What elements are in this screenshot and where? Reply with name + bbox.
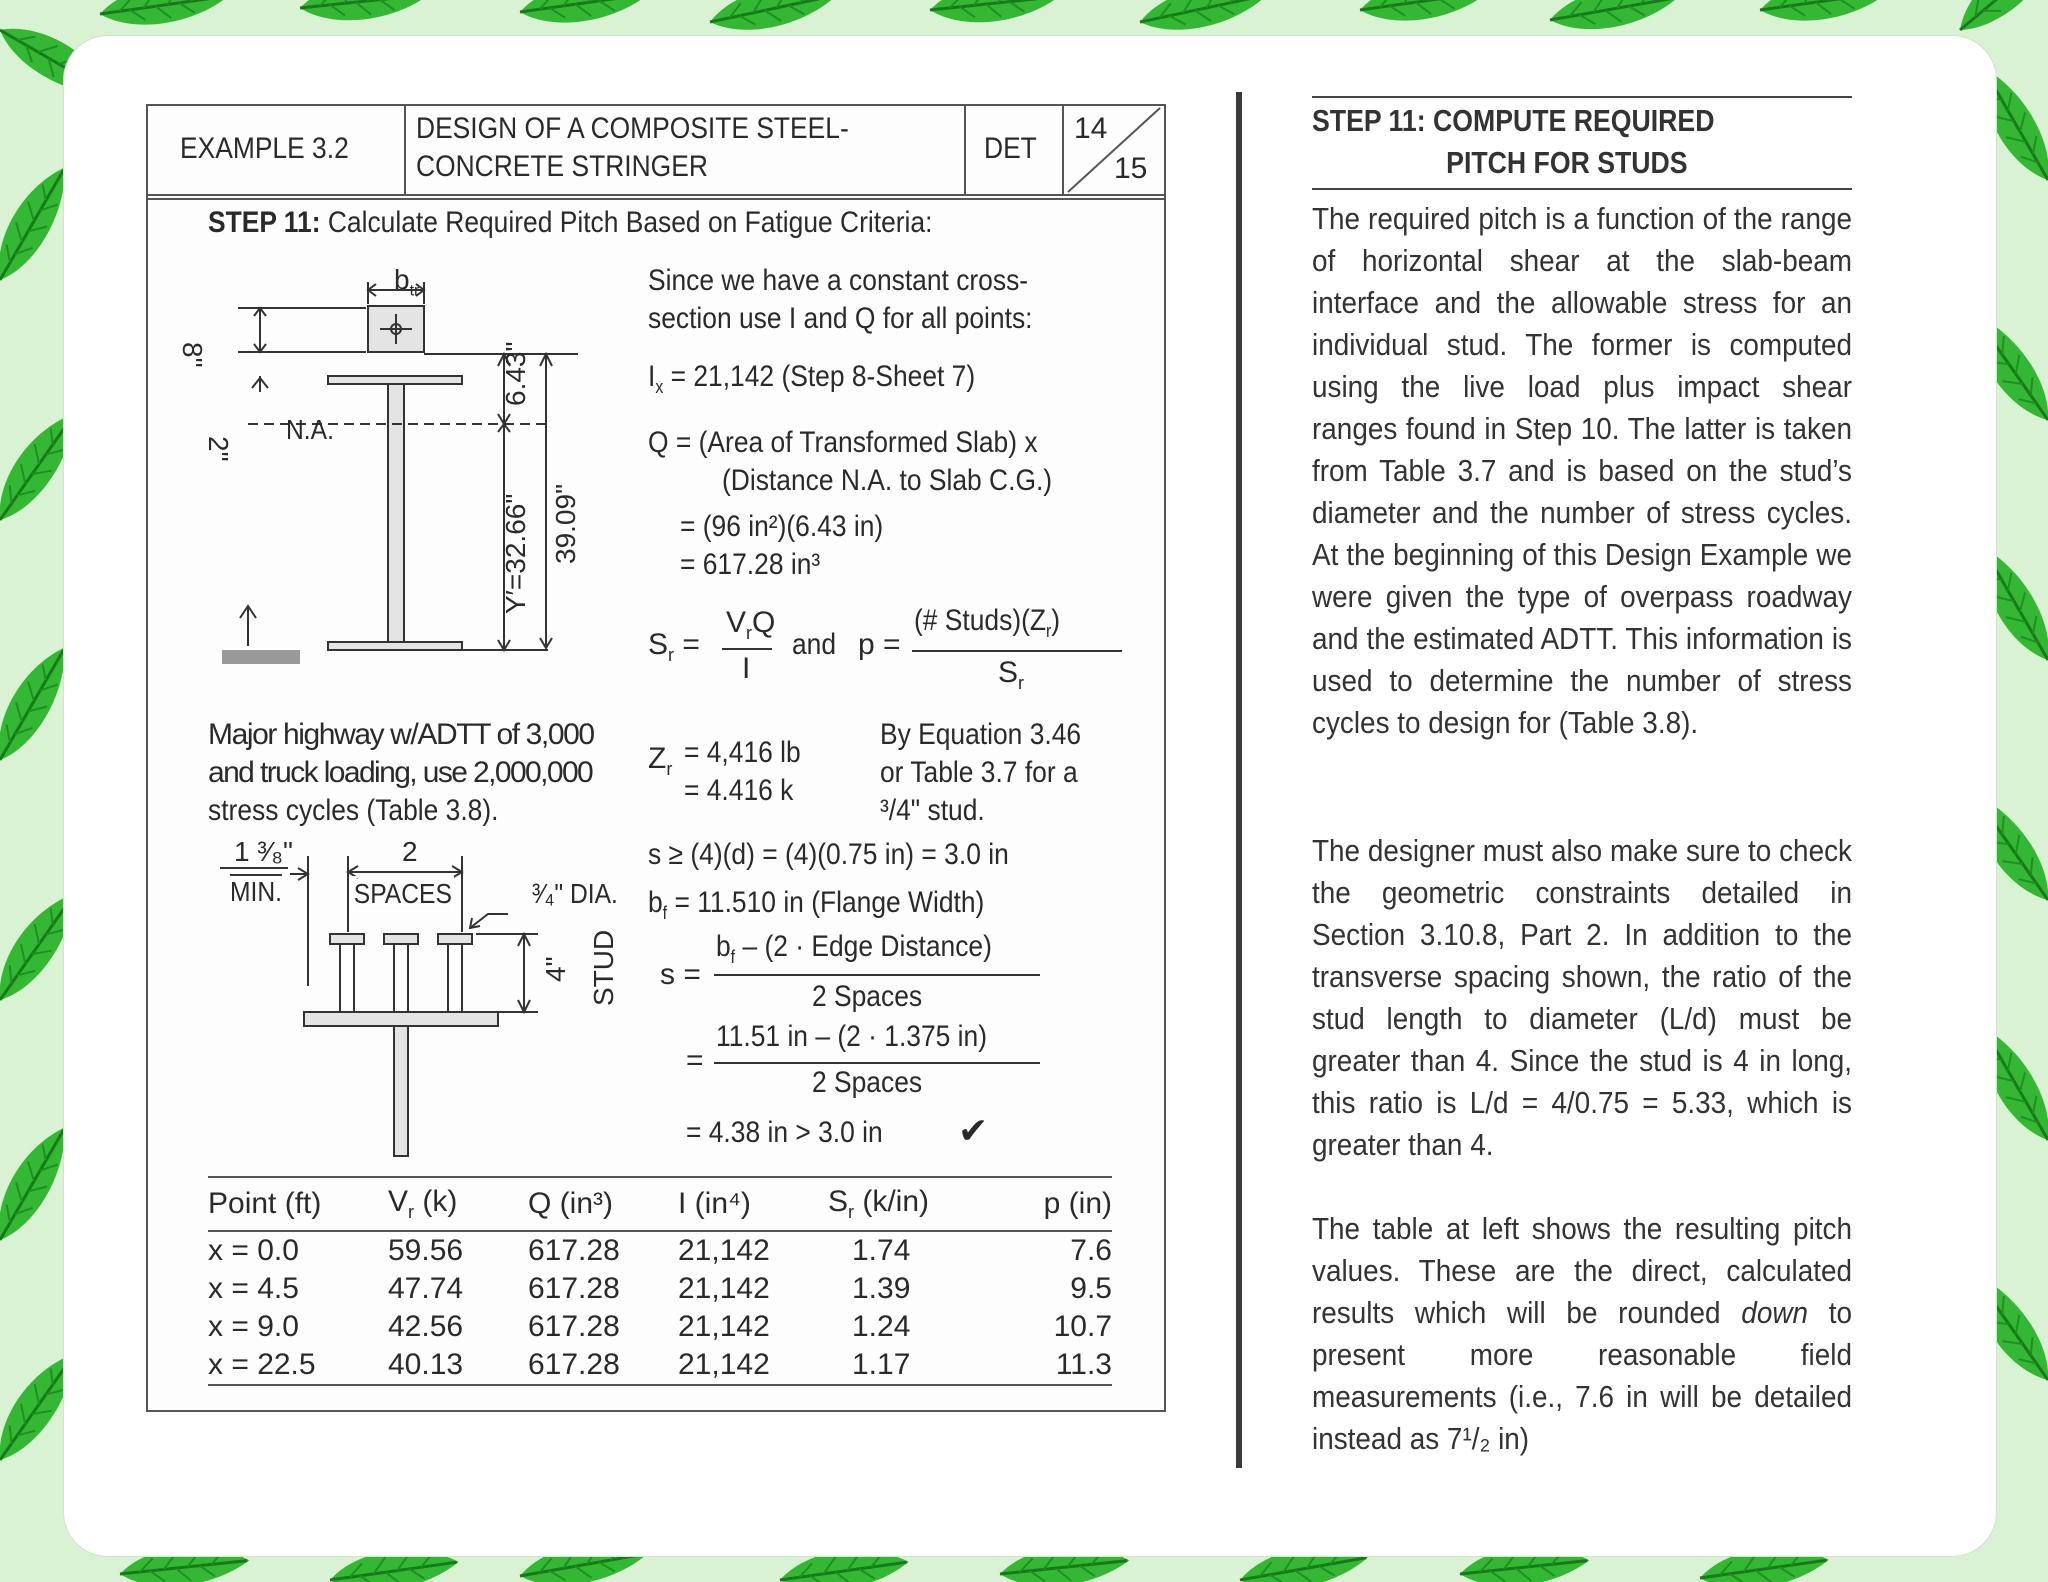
title-line-1: DESIGN OF A COMPOSITE STEEL- bbox=[416, 112, 849, 145]
cell-i: 21,142 bbox=[678, 1272, 770, 1305]
sheet-number: 14 bbox=[1074, 112, 1108, 145]
table-header-row bbox=[208, 1177, 1112, 1231]
intro-line-2: section use I and Q for all points: bbox=[648, 302, 1033, 335]
det-label: DET bbox=[984, 132, 1037, 165]
zr-line-2: = 4.416 k bbox=[684, 774, 794, 807]
edge-distance-label: 1 ³⁄₈" bbox=[234, 836, 293, 867]
col-q: Q (in³) bbox=[528, 1187, 613, 1220]
title-line-2: CONCRETE STRINGER bbox=[416, 150, 708, 183]
sr-numerator: $V_rQ$ bbox=[726, 606, 776, 643]
dim-y-label: Y′=32.66" bbox=[500, 493, 531, 614]
col-i: I (in⁴) bbox=[678, 1187, 751, 1220]
q-equation-1: Q = (Area of Transformed Slab) x bbox=[648, 426, 1038, 459]
commentary-title-line-1: STEP 11: COMPUTE REQUIRED bbox=[1312, 103, 1715, 138]
cell-point: x = 9.0 bbox=[208, 1310, 299, 1343]
cell-p: 7.6 bbox=[1070, 1234, 1112, 1267]
cell-p: 11.3 bbox=[1055, 1348, 1112, 1381]
spaces-count: 2 bbox=[402, 836, 418, 867]
q-equation-3: = (96 in²)(6.43 in) bbox=[680, 510, 884, 543]
ground-hatch bbox=[222, 650, 300, 664]
table-row bbox=[208, 1270, 1112, 1308]
commentary-column bbox=[1312, 96, 1852, 1456]
step-text: Calculate Required Pitch Based on Fatigue Criteria: bbox=[327, 206, 933, 239]
s-fraction-bar-2 bbox=[714, 1062, 1040, 1064]
col-vr: $V_r$ (k) bbox=[388, 1185, 458, 1222]
cell-i: 21,142 bbox=[678, 1310, 770, 1343]
q-equation-2: (Distance N.A. to Slab C.G.) bbox=[722, 464, 1053, 497]
adtt-line-2: and truck loading, use 2,000,000 bbox=[208, 756, 593, 789]
ix-equation: $I_x = 21,142$ (Step 8-Sheet 7) bbox=[648, 360, 976, 397]
commentary-title-line-2: PITCH FOR STUDS bbox=[1446, 145, 1688, 180]
step-label: STEP 11: bbox=[208, 206, 321, 239]
worksheet-header bbox=[148, 106, 1164, 196]
sr-fraction-bar bbox=[722, 648, 772, 650]
eq-ref-2: or Table 3.7 for a bbox=[880, 756, 1078, 789]
cell-q: 617.28 bbox=[528, 1348, 620, 1381]
sr-symbol: $S_r$ = bbox=[648, 628, 700, 665]
col-point: Point (ft) bbox=[208, 1187, 322, 1220]
bf-equation: $b_f = 11.510$ in (Flange Width) bbox=[648, 886, 985, 923]
stud-length-label: 4" bbox=[540, 956, 571, 982]
pitch-results-table bbox=[208, 1176, 1112, 1386]
header-title-cell bbox=[406, 106, 966, 194]
stud-diameter-label: ³⁄₄" DIA. bbox=[532, 878, 618, 909]
s-numerator-2: 11.51 in – (2 · 1.375 in) bbox=[716, 1020, 988, 1053]
table-row bbox=[208, 1308, 1112, 1346]
cell-vr: 47.74 bbox=[388, 1272, 464, 1305]
cell-q: 617.28 bbox=[528, 1234, 620, 1267]
s-denominator-2: 2 Spaces bbox=[812, 1066, 923, 1099]
example-label: EXAMPLE 3.2 bbox=[180, 132, 349, 165]
btr-label: $b_{tr}$ bbox=[394, 264, 420, 300]
cell-q: 617.28 bbox=[528, 1272, 620, 1305]
header-det-cell bbox=[966, 106, 1064, 194]
s-result: = 4.38 in > 3.0 in bbox=[686, 1116, 883, 1149]
step-heading bbox=[208, 206, 932, 240]
cell-sr: 1.24 bbox=[852, 1310, 911, 1343]
table-row bbox=[208, 1346, 1112, 1385]
s-fraction-bar-1 bbox=[714, 974, 1040, 976]
eq-ref-3: ³/4" stud. bbox=[880, 794, 985, 827]
commentary-paragraph-1: The required pitch is a function of the range of horizontal shear at the slab-beam interface and the allowable stress for an individual stud. The former is computed using the live load plus impact shear ranges found in Step 10. The latter is taken from Table 3.7 and is based on the stud’s diameter and the number of stress cycles. At the beginning of this Design Example we were given the type of overpass roadway and the estimated ADTT. This information is used to determine the number of stress cycles to design for (Table 3.8). bbox=[1312, 201, 1852, 740]
dim-643-label: 6.43" bbox=[500, 341, 531, 406]
dim-3909-label: 39.09" bbox=[550, 483, 581, 564]
header-double-rule bbox=[148, 198, 1164, 200]
cell-vr: 42.56 bbox=[388, 1310, 464, 1343]
eq-ref-1: By Equation 3.46 bbox=[880, 718, 1082, 751]
spaces-label: SPACES bbox=[352, 876, 454, 912]
zr-line-1: = 4,416 lb bbox=[684, 736, 801, 769]
q-equation-4: = 617.28 in³ bbox=[680, 548, 821, 581]
cell-p: 9.5 bbox=[1070, 1272, 1112, 1305]
p-numerator: (# $Studs)(Z_r)$ bbox=[914, 604, 1061, 641]
s-numerator-1: $b_f - (2$ · Edge Distance) bbox=[716, 930, 992, 967]
cell-point: x = 0.0 bbox=[208, 1234, 299, 1267]
sr-denominator: I bbox=[742, 652, 751, 685]
column-divider bbox=[1236, 92, 1242, 1468]
cell-vr: 59.56 bbox=[388, 1234, 464, 1267]
s-equals: s = bbox=[660, 958, 701, 991]
cell-sr: 1.39 bbox=[852, 1272, 911, 1305]
min-label: MIN. bbox=[230, 876, 283, 907]
cell-sr: 1.74 bbox=[852, 1234, 911, 1267]
stud-label: STUD bbox=[588, 929, 619, 1006]
cell-point: x = 4.5 bbox=[208, 1272, 299, 1305]
col-sr: $S_r$ (k/in) bbox=[828, 1185, 930, 1222]
commentary-paragraph-2: The designer must also make sure to check the geometric constraints detailed in Section 3.10.8, Part 2. In addition to the transverse spacing shown, the ratio of the stud length to diameter (L/d) must be greater than 4. Since the stud is 4 in long, this ratio is L/d = 4/0.75 = 5.33, which is greater than 4. bbox=[1312, 833, 1852, 1162]
dim-8-label: 8" bbox=[177, 342, 208, 368]
dim-2-label: 2" bbox=[203, 436, 234, 462]
cell-vr: 40.13 bbox=[388, 1348, 464, 1381]
design-worksheet bbox=[146, 104, 1166, 1412]
neutral-axis-label: N.A. bbox=[286, 414, 334, 445]
s-minimum: s ≥ (4)(d) = (4)(0.75 in) = 3.0 in bbox=[648, 838, 1009, 871]
cell-i: 21,142 bbox=[678, 1234, 770, 1267]
adtt-line-3: stress cycles (Table 3.8). bbox=[208, 794, 499, 827]
and-word: and bbox=[792, 628, 837, 661]
header-sheet-cell bbox=[1064, 106, 1164, 194]
cell-i: 21,142 bbox=[678, 1348, 770, 1381]
cell-sr: 1.17 bbox=[852, 1348, 911, 1381]
cell-point: x = 22.5 bbox=[208, 1348, 316, 1381]
p-symbol: p = bbox=[858, 628, 901, 661]
intro-line-1: Since we have a constant cross- bbox=[648, 264, 1029, 297]
table-row bbox=[208, 1231, 1112, 1270]
s-equals-2: = bbox=[686, 1044, 704, 1077]
s-denominator-1: 2 Spaces bbox=[812, 980, 923, 1013]
commentary-title bbox=[1312, 96, 1852, 190]
checkmark-icon: ✔ bbox=[958, 1110, 989, 1151]
adtt-line-1: Major highway w/ADTT of 3,000 bbox=[208, 718, 594, 751]
col-p: p (in) bbox=[1043, 1187, 1112, 1220]
sheet-total: 15 bbox=[1114, 152, 1148, 185]
cell-p: 10.7 bbox=[1053, 1310, 1112, 1343]
header-example-cell bbox=[148, 106, 406, 194]
p-denominator: $S_r$ bbox=[998, 656, 1025, 693]
cell-q: 617.28 bbox=[528, 1310, 620, 1343]
zr-symbol: $Z_r$ bbox=[648, 742, 673, 779]
commentary-paragraph-3: The table at left shows the resulting pitch values. These are the direct, calculated results which will be rounded down to present more reasonable field measurements (i.e., 7.6 in will be detailed instead as 7¹/₂ in) bbox=[1312, 1211, 1852, 1456]
p-fraction-bar bbox=[912, 650, 1122, 652]
